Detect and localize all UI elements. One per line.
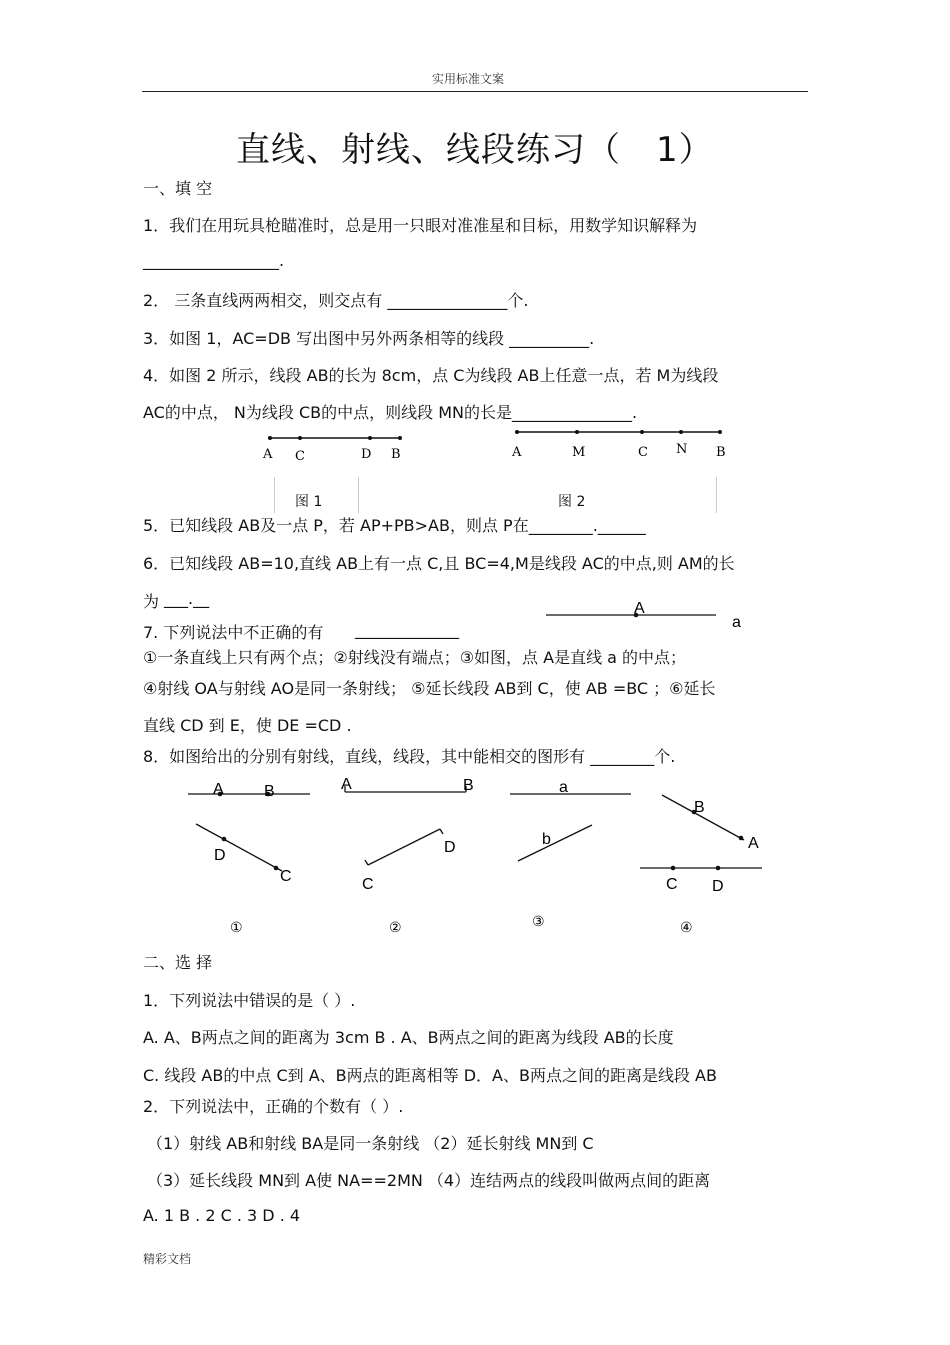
fig2-label-n: N bbox=[676, 442, 688, 457]
q8-f4-label-b: B bbox=[694, 799, 705, 816]
question-6-blank: ___.__ bbox=[164, 589, 210, 608]
question-1-blank: _________________. bbox=[143, 251, 285, 270]
q8-num-4: ④ bbox=[680, 920, 693, 936]
page-footer: 精彩文档 bbox=[143, 1252, 192, 1266]
q8-f3-label-a: a bbox=[559, 779, 568, 796]
fig1-label-d: D bbox=[361, 447, 372, 462]
q8-f1-label-a: A bbox=[213, 781, 224, 798]
q7-line-a-label: a bbox=[732, 614, 741, 631]
q8-f4-label-c: C bbox=[666, 876, 678, 893]
question-7-line2: ④射线 OA与射线 AO是同一条射线； ⑤延长线段 AB到 C，使 AB =BC ；⑥延长 bbox=[143, 679, 716, 698]
q8-f2-label-a: A bbox=[341, 776, 352, 793]
q8-f3-label-b: b bbox=[542, 831, 551, 848]
fig1-label-a: A bbox=[263, 447, 273, 462]
choice-1-options-cd: C. 线段 AB的中点 C到 A、B两点的距离相等 D．A、B两点之间的距离是线段 AB bbox=[143, 1066, 717, 1085]
page-header: 实用标准文案 bbox=[432, 72, 505, 86]
page-title: 直线、射线、线段练习（ 1） bbox=[236, 130, 714, 170]
question-6-line1: 6．已知线段 AB=10,直线 AB上有一点 C,且 BC=4,M是线段 AC的中点,则 AM的长 bbox=[143, 554, 735, 573]
question-8-figures bbox=[150, 770, 800, 940]
question-5: 5．已知线段 AB及一点 P，若 AP+PB>AB，则点 P在________.______ bbox=[143, 516, 646, 535]
header-rule bbox=[142, 91, 808, 92]
choice-2-options: A. 1 B . 2 C . 3 D . 4 bbox=[143, 1206, 301, 1225]
question-7-blank: _____________ bbox=[355, 620, 459, 639]
q8-f1-label-b: B bbox=[264, 783, 275, 800]
figure-2-caption: 图 2 bbox=[558, 494, 586, 510]
choice-2-line1: （1）射线 AB和射线 BA是同一条射线 （2）延长射线 MN到 C bbox=[147, 1134, 594, 1153]
question-6-line2: 为 bbox=[143, 592, 160, 611]
fig-frame-right bbox=[716, 477, 717, 513]
q8-f2-label-b: B bbox=[463, 777, 474, 794]
fig2-label-m: M bbox=[572, 445, 586, 460]
choice-1-options-ab: A. A、B两点之间的距离为 3cm B . A、B两点之间的距离为线段 AB的长度 bbox=[143, 1028, 674, 1047]
q8-num-2: ② bbox=[389, 920, 402, 936]
question-7-figure bbox=[540, 597, 755, 637]
fig-frame-mid bbox=[358, 477, 359, 513]
choice-2: 2．下列说法中，正确的个数有（ ）. bbox=[143, 1097, 404, 1116]
question-8: 8．如图给出的分别有射线，直线，线段，其中能相交的图形有 ________个. bbox=[143, 747, 676, 766]
choice-1: 1．下列说法中错误的是（ ）. bbox=[143, 991, 356, 1010]
fig1-label-b: B bbox=[391, 447, 401, 462]
question-4-line2: AC的中点， N为线段 CB的中点，则线段 MN的长是_______________. bbox=[143, 403, 638, 422]
question-3: 3．如图 1，AC=DB 写出图中另外两条相等的线段 __________. bbox=[143, 329, 595, 348]
q7-point-a-label: A bbox=[634, 600, 645, 617]
q8-f2-label-d: D bbox=[444, 839, 456, 856]
choice-2-line2: （3）延长线段 MN到 A使 NA==2MN （4）连结两点的线段叫做两点间的距离 bbox=[147, 1171, 711, 1190]
q8-f1-label-c: C bbox=[280, 868, 292, 885]
q8-num-1: ① bbox=[230, 920, 243, 936]
fig2-label-c: C bbox=[638, 445, 648, 460]
q8-num-3: ③ bbox=[532, 914, 545, 930]
section2-heading: 二、选 择 bbox=[143, 953, 213, 972]
question-1-line1: 1．我们在用玩具枪瞄准时，总是用一只眼对准准星和目标，用数学知识解释为 bbox=[143, 216, 698, 235]
q8-f4-label-d: D bbox=[712, 878, 724, 895]
question-7: 7. 下列说法中不正确的有 bbox=[143, 623, 324, 642]
question-2: 2． 三条直线两两相交，则交点有 _______________个. bbox=[143, 291, 529, 310]
section1-heading: 一、填 空 bbox=[143, 179, 213, 198]
figure-2 bbox=[505, 420, 735, 470]
q8-f1-label-d: D bbox=[214, 847, 226, 864]
figure-1 bbox=[255, 425, 415, 475]
fig-frame-left bbox=[274, 477, 275, 513]
fig2-label-a: A bbox=[512, 445, 522, 460]
fig1-label-c: C bbox=[295, 449, 305, 464]
q8-f4-label-a: A bbox=[748, 835, 759, 852]
question-7-line1: ①一条直线上只有两个点；②射线没有端点；③如图，点 A是直线 a 的中点； bbox=[143, 648, 687, 667]
question-7-line3: 直线 CD 到 E，使 DE =CD . bbox=[143, 716, 352, 735]
q8-f2-label-c: C bbox=[362, 876, 374, 893]
question-4-line1: 4．如图 2 所示，线段 AB的长为 8cm，点 C为线段 AB上任意一点，若 M为线段 bbox=[143, 366, 719, 385]
figure-1-caption: 图 1 bbox=[295, 494, 323, 510]
fig2-label-b: B bbox=[716, 445, 726, 460]
